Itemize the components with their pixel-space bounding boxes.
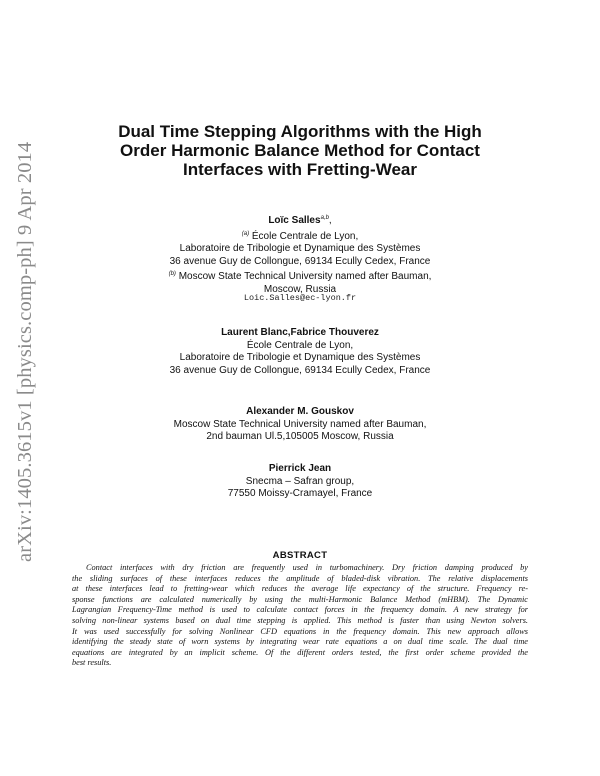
abstract-line: best results. <box>72 658 112 668</box>
affiliation-text: Moscow State Technical University named after Bauman, <box>178 271 432 283</box>
author-name: Loïc Salles <box>268 215 321 226</box>
abstract-heading: ABSTRACT <box>272 550 328 561</box>
affiliation-line: 77550 Moissy-Cramayel, France <box>227 488 373 500</box>
author-name-comma: , <box>328 215 332 226</box>
title-line: Dual Time Stepping Algorithms with the High <box>118 122 482 141</box>
affiliation-line <box>120 268 480 284</box>
abstract-line: It was used successfully for solving Nonlinear CFD equations in the frequency domain. This new approach allows <box>72 626 528 636</box>
author-name: Laurent Blanc,Fabrice Thouverez <box>221 327 379 338</box>
abstract-line: Contact interfaces with dry friction are frequently used in turbomachinery. Dry friction damping produced by <box>86 563 528 572</box>
affiliation-line: Moscow, Russia <box>263 283 337 295</box>
affiliation-line: Laboratoire de Tribologie et Dynamique des Systèmes <box>179 352 421 364</box>
paper-title <box>80 122 520 179</box>
author-block-salles <box>120 212 480 297</box>
abstract-line: Lagrangian Frequency-Time method is used to calculate contact forces in the frequency domain. A new strategy for <box>72 605 528 615</box>
abstract-line: identifying the steady state of worn systems by integrating wear rate equations a on dual time scale. The dual time <box>72 637 528 647</box>
abstract-line: the sliding surfaces of these interfaces reduces the amplitude of bladed-disk vibration. The relative displacements <box>72 573 528 583</box>
affiliation-marker: (a) <box>241 230 250 237</box>
author-name: Pierrick Jean <box>268 463 332 474</box>
affiliation-line: Laboratoire de Tribologie et Dynamique des Systèmes <box>179 243 421 255</box>
affiliation-text: École Centrale de Lyon, <box>251 230 359 242</box>
abstract-body <box>72 563 528 669</box>
author-name: Alexander M. Gouskov <box>246 406 354 417</box>
author-affiliation-marker: a,b <box>320 215 329 221</box>
abstract-line: solving non-linear systems based on dual time stepping is applied. This method is faster than using Newton solvers. <box>72 615 528 625</box>
affiliation-line <box>120 228 480 244</box>
affiliation-line: 36 avenue Guy de Collongue, 69134 Ecully Cedex, France <box>169 255 431 267</box>
title-line: Order Harmonic Balance Method for Contact <box>120 141 480 160</box>
author-block-gouskov <box>120 406 480 444</box>
affiliation-line: Snecma – Safran group, <box>245 475 355 487</box>
abstract-line: sponse functions are calculated numerically by using the multi-Harmonic Balance Method (mHBM). The Dynamic <box>72 594 528 604</box>
affiliation-line: Moscow State Technical University named after Bauman, <box>173 418 427 430</box>
arxiv-stamp: arXiv:1405.3615v1 [physics.comp-ph] 9 Apr 2014 <box>14 141 36 562</box>
affiliation-line: École Centrale de Lyon, <box>246 339 354 351</box>
author-name-line <box>120 212 480 228</box>
abstract-line: equations are integrated by an implicit scheme. Of the different orders tested, the first order scheme provided the <box>72 647 528 657</box>
author-email[interactable]: Loic.Salles@ec-lyon.fr <box>243 293 357 303</box>
affiliation-line: 2nd bauman Ul.5,105005 Moscow, Russia <box>206 431 394 443</box>
affiliation-marker: (b) <box>168 271 176 278</box>
affiliation-line: 36 avenue Guy de Collongue, 69134 Ecully Cedex, France <box>169 364 431 376</box>
author-block-jean <box>120 463 480 501</box>
abstract-line: at these interfaces lead to fretting-wear which reduces the average life expectancy of the structure. Frequency re- <box>72 584 528 594</box>
author-block-blanc-thouverez <box>120 327 480 377</box>
title-line: Interfaces with Fretting-Wear <box>183 160 417 179</box>
